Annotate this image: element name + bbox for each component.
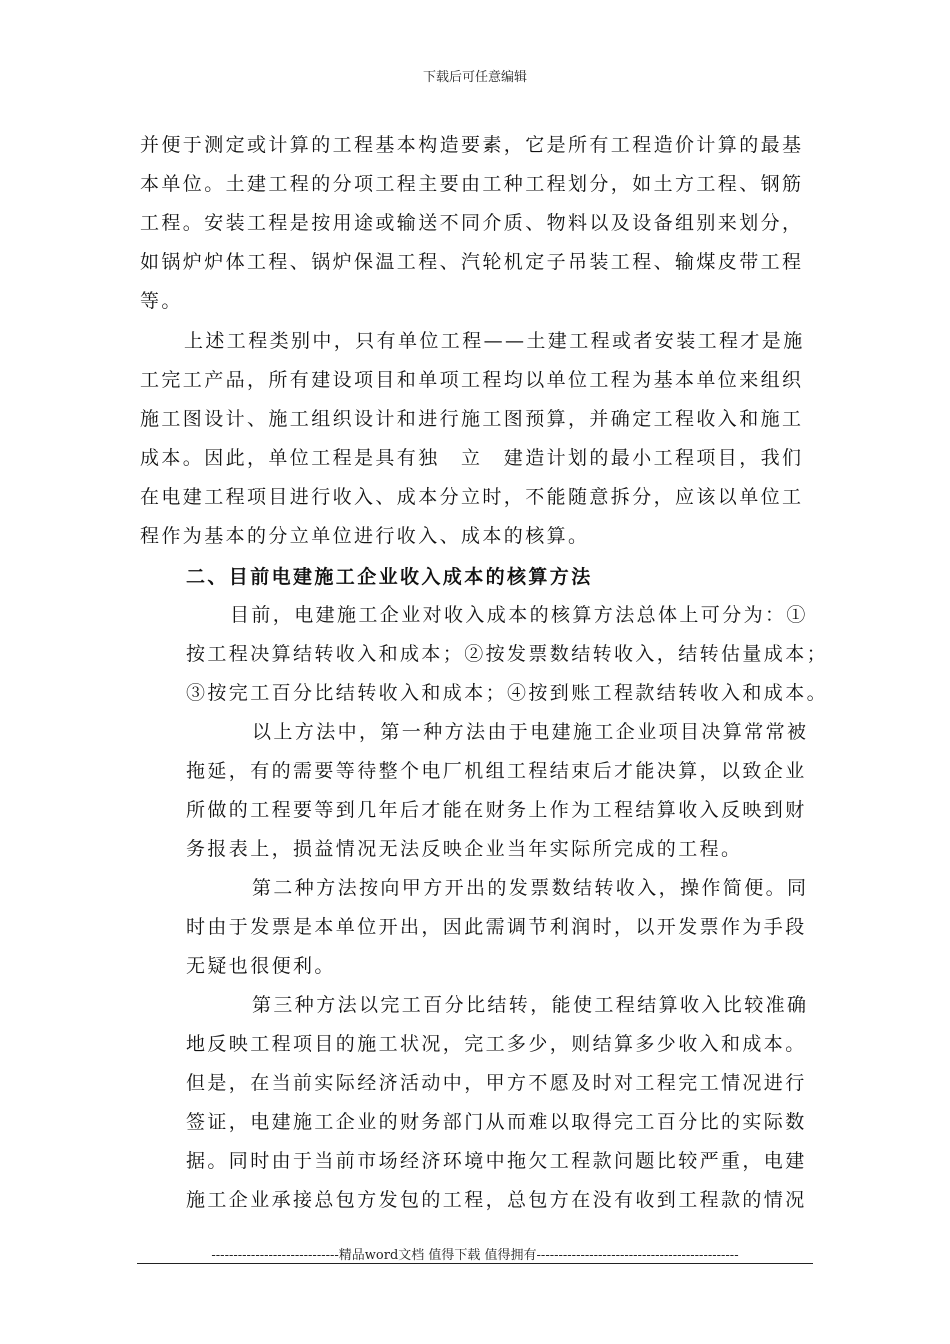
text-line: 所做的工程要等到几年后才能在财务上作为工程结算收入反映到财 bbox=[186, 799, 807, 821]
text-line: 地反映工程项目的施工状况，完工多少，则结算多少收入和成本。 bbox=[186, 1033, 807, 1055]
paragraph-2 bbox=[140, 322, 805, 556]
text-line: 工程。安装工程是按用途或输送不同介质、物料以及设备组别来划分， bbox=[140, 212, 804, 234]
page-footer: -----------------------------精品word文档 值得下载 值得拥有---------------------------------------------- bbox=[211, 1248, 739, 1263]
section-heading: 二、目前电建施工企业收入成本的核算方法 bbox=[186, 566, 593, 588]
text-line: 施工图设计、施工组织设计和进行施工图预算，并确定工程收入和施工 bbox=[140, 408, 804, 430]
text-line: 工完工产品，所有建设项目和单项工程均以单位工程为基本单位来组织 bbox=[140, 369, 804, 391]
text-line: 并便于测定或计算的工程基本构造要素，它是所有工程造价计算的最基 bbox=[140, 134, 804, 156]
paragraph-3 bbox=[186, 596, 828, 713]
text-line: 时由于发票是本单位开出，因此需调节利润时，以开发票作为手段 bbox=[186, 916, 807, 938]
text-line: 等。 bbox=[140, 290, 183, 312]
text-line: 程作为基本的分立单位进行收入、成本的核算。 bbox=[140, 525, 590, 547]
text-line: 如锅炉炉体工程、锅炉保温工程、汽轮机定子吊装工程、输煤皮带工程 bbox=[140, 251, 804, 273]
text-line: 第三种方法以完工百分比结转，能使工程结算收入比较准确 bbox=[252, 994, 809, 1016]
text-line: 签证，电建施工企业的财务部门从而难以取得完工百分比的实际数 bbox=[186, 1111, 807, 1133]
text-line: 据。同时由于当前市场经济环境中拖欠工程款问题比较严重，电建 bbox=[186, 1150, 807, 1172]
paragraph-5 bbox=[186, 869, 808, 986]
text-line: 成本。因此，单位工程是具有独 立 建造计划的最小工程项目，我们 bbox=[140, 447, 804, 469]
text-line: 拖延，有的需要等待整个电厂机组工程结束后才能决算，以致企业 bbox=[186, 760, 807, 782]
text-line: 按工程决算结转收入和成本；②按发票数结转收入，结转估量成本； bbox=[186, 643, 829, 665]
text-line: 上述工程类别中，只有单位工程——土建工程或者安装工程才是施 bbox=[184, 330, 805, 352]
text-line: 以上方法中，第一种方法由于电建施工企业项目决算常常被 bbox=[252, 721, 809, 743]
text-line: ③按完工百分比结转收入和成本；④按到账工程款结转收入和成本。 bbox=[186, 682, 829, 704]
text-line: 无疑也很便利。 bbox=[186, 955, 336, 977]
text-line: 但是，在当前实际经济活动中，甲方不愿及时对工程完工情况进行 bbox=[186, 1072, 807, 1094]
text-line: 在电建工程项目进行收入、成本分立时，不能随意拆分，应该以单位工 bbox=[140, 486, 804, 508]
paragraph-4 bbox=[186, 713, 808, 869]
text-line: 目前，电建施工企业对收入成本的核算方法总体上可分为：① bbox=[230, 604, 808, 626]
page-header: 下载后可任意编辑 bbox=[422, 70, 527, 85]
text-line: 施工企业承接总包方发包的工程，总包方在没有收到工程款的情况 bbox=[186, 1189, 807, 1211]
text-line: 第二种方法按向甲方开出的发票数结转收入，操作简便。同 bbox=[252, 877, 809, 899]
paragraph-6 bbox=[186, 986, 808, 1220]
text-line: 本单位。土建工程的分项工程主要由工种工程划分，如土方工程、钢筋 bbox=[140, 173, 804, 195]
paragraph-1 bbox=[140, 126, 803, 321]
footer-divider bbox=[137, 1263, 813, 1264]
text-line: 务报表上，损益情况无法反映企业当年实际所完成的工程。 bbox=[186, 838, 743, 860]
